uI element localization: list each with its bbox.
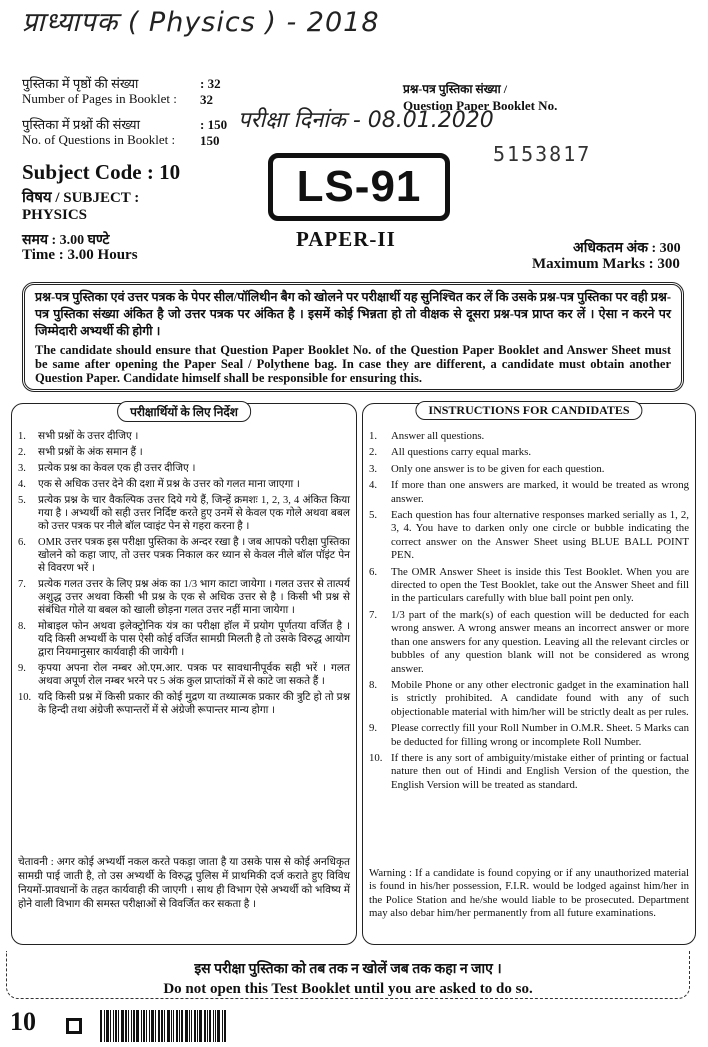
barcode-stripe: [110, 1010, 111, 1042]
paper-title: PAPER-II: [296, 227, 396, 251]
instruction-number: 7.: [18, 579, 26, 590]
booklet-number: 5153817: [493, 142, 592, 166]
instruction-number: 8.: [18, 621, 26, 632]
instruction-text: Only one answer is to be given for each question.: [391, 462, 605, 475]
instruction-item: [369, 479, 689, 506]
hindi-instructions-title: परीक्षार्थियों के लिए निर्देश: [117, 401, 251, 422]
instruction-text: यदि किसी प्रश्न में किसी प्रकार की कोई मुद्रण या तथ्यात्मक प्रकार की त्रुटि हो तो प्रश्न के हिन्दी तथा अंग्रेजी रूपान्तरों में से अंग्रेजी रूपान्तर मान्य होगा ।: [38, 692, 350, 716]
instruction-number: 6.: [18, 537, 26, 548]
instruction-number: 5.: [369, 509, 378, 522]
questions-label-hi: पुस्तिका में प्रश्नों की संख्या: [22, 117, 140, 132]
pages-count: [22, 76, 252, 106]
instruction-text: कृपया अपना रोल नम्बर ओ.एम.आर. पत्रक पर सावधानीपूर्वक सही भरें । गलत अथवा अपूर्ण रोल नम्बर भरने पर 5 अंक कुल प्राप्तांकों में से काटे जा सकते हैं ।: [38, 663, 350, 687]
instruction-number: 4.: [369, 479, 378, 492]
barcode-stripe: [224, 1010, 226, 1042]
instruction-text: 1/3 part of the mark(s) of each question will be deducted for each wrong answer. A wrong answer means an incorrect answer or more than one answers for any question. Leaving all the relevant circles or bubbles of any question blank will not be considered as wrong answer.: [391, 608, 689, 675]
max-marks-en: Maximum Marks : 300: [532, 256, 680, 272]
instruction-number: 7.: [369, 608, 378, 621]
series-code-box: LS-91: [268, 153, 450, 221]
subject-label: विषय / SUBJECT :: [22, 190, 140, 206]
barcode-stripe: [121, 1010, 124, 1042]
barcode-stripe: [167, 1010, 170, 1042]
barcode-stripe: [185, 1010, 188, 1042]
barcode-stripe: [100, 1010, 102, 1042]
barcode-stripe: [179, 1010, 180, 1042]
barcode-stripe: [181, 1010, 183, 1042]
instruction-number: 3.: [18, 463, 26, 474]
barcode-stripe: [213, 1010, 214, 1042]
instruction-text: सभी प्रश्नों के उत्तर दीजिए ।: [38, 431, 139, 442]
barcode-stripe: [173, 1010, 174, 1042]
barcode-stripe: [106, 1010, 109, 1042]
instruction-item: [369, 566, 689, 606]
instruction-text: If there is any sort of ambiguity/mistake either of printing or factual nature then out of Hindi and English Version of the question, the English Version will be treated as standard.: [391, 751, 689, 791]
instruction-item: [18, 462, 350, 475]
instruction-text: प्रत्येक गलत उत्तर के लिए प्रश्न अंक का 1/3 भाग काटा जायेगा । गलत उत्तर से तात्पर्य अशुद्ध उत्तर अथवा किसी भी प्रश्न के एक से अधिक उत्तर से है । किसी भी प्रश्न से संबंधित गोले या बबल को खाली छोड़ना गलत उत्तर नहीं माना जायेगा ।: [38, 579, 350, 616]
barcode-stripe: [197, 1010, 198, 1042]
instruction-text: प्रत्येक प्रश्न के चार वैकल्पिक उत्तर दिये गये हैं, जिन्हें क्रमशः 1, 2, 3, 4 अंकित किया गया है । अभ्यर्थी को सही उत्तर निर्दिष्ट करते हुए उनमें से केवल एक गोले अथवा बबल को उत्तर पत्रक पर नीले बॉल प्वाइंट पेन से गहरा करना है ।: [38, 495, 350, 532]
barcode-stripe: [141, 1010, 142, 1042]
instruction-item: [18, 620, 350, 659]
instruction-number: 10.: [369, 751, 383, 764]
instruction-text: Mobile Phone or any other electronic gadget in the examination hall is strictly prohibited. A candidate found with any of such objectionable material with him/her will be strictly dealt as per rules.: [391, 678, 689, 718]
time-hi: समय : 3.00 घण्टे: [22, 233, 110, 248]
instruction-number: 8.: [369, 678, 378, 691]
barcode-stripe: [164, 1010, 165, 1042]
barcode-stripe: [115, 1010, 117, 1042]
barcode-stripe: [151, 1010, 154, 1042]
do-not-open-hi: इस परीक्षा पुस्तिका को तब तक न खोलें जब तक कहा न जाए ।: [194, 962, 502, 977]
instruction-number: 2.: [18, 447, 26, 458]
barcode-stripe: [171, 1010, 172, 1042]
instruction-item: [18, 430, 350, 443]
page-number: 10: [10, 1007, 36, 1036]
instruction-number: 3.: [369, 462, 378, 475]
registration-square-mark: [66, 1018, 82, 1034]
time-en: Time : 3.00 Hours: [22, 247, 138, 263]
instruction-text: एक से अधिक उत्तर देने की दशा में प्रश्न के उत्तर को गलत माना जाएगा ।: [38, 479, 300, 490]
pages-label-hi: पुस्तिका में पृष्ठों की संख्या: [22, 76, 139, 91]
barcode-stripe: [217, 1010, 220, 1042]
handwritten-exam-date: परीक्षा दिनांक - 08.01.2020: [238, 108, 494, 133]
barcode-stripe: [146, 1010, 147, 1042]
english-instructions-panel: [362, 403, 696, 945]
hindi-instructions-panel: [11, 403, 357, 945]
english-instructions-list: [369, 430, 689, 795]
barcode-stripe: [133, 1010, 135, 1042]
barcode-stripe: [113, 1010, 114, 1042]
barcode-stripe: [131, 1010, 132, 1042]
english-instructions-title: INSTRUCTIONS FOR CANDIDATES: [415, 401, 642, 420]
booklet-no-label-hi: प्रश्न-पत्र पुस्तिका संख्या /: [403, 82, 508, 96]
questions-label-en: No. of Questions in Booklet :: [22, 132, 176, 147]
instruction-text: सभी प्रश्नों के अंक समान हैं ।: [38, 447, 143, 458]
seal-notice: [22, 282, 684, 392]
barcode-stripe: [149, 1010, 150, 1042]
instruction-text: If more than one answers are marked, it would be treated as wrong answer.: [391, 479, 689, 505]
instruction-item: [18, 494, 350, 533]
barcode-stripe: [189, 1010, 190, 1042]
instruction-item: [369, 446, 689, 459]
instruction-item: [369, 463, 689, 476]
instruction-number: 4.: [18, 479, 26, 490]
seal-notice-hi: प्रश्न-पत्र पुस्तिका एवं उत्तर पत्रक के पेपर सील/पॉलिथीन बैग को खोलने पर परीक्षार्थी यह सुनिश्चित कर लें कि उसके प्रश्न-पत्र पुस्तिका पर वही प्रश्न-पत्र पुस्तिका संख्या अंकित है जो उत्तर पत्रक पर अंकित है । इसमें कोई भिन्नता हो तो वीक्षक से दूसरा प्रश्न-पत्र प्राप्त कर लें । ऐसा न करने पर जिम्मेदारी अभ्यर्थी की होगी ।: [35, 290, 671, 338]
barcode-stripe: [176, 1010, 178, 1042]
questions-value-hi: : 150: [200, 117, 228, 132]
instruction-text: Each question has four alternative responses marked serially as 1, 2, 3, 4. You have to darken only one circle or bubble indicating the correct answer on the Answer Sheet using BLUE BALL POINT PEN.: [391, 509, 689, 562]
instruction-text: मोबाइल फोन अथवा इलेक्ट्रोनिक यंत्र का परीक्षा हॉल में प्रयोग पूर्णतया वर्जित है । यदि किसी अभ्यर्थी के पास ऐसी कोई वर्जित सामग्री मिलती है तो उसके विरुद्ध आयोग द्वारा नियमानुसार कार्यवाही की जायेगी ।: [38, 621, 350, 658]
instruction-text: OMR उत्तर पत्रक इस परीक्षा पुस्तिका के अन्दर रखा है । जब आपको परीक्षा पुस्तिका खोलने को कहा जाए, तो उत्तर पत्रक निकाल कर ध्यान से केवल नीले बॉल पॉइंट पेन से विवरण भरें ।: [38, 537, 350, 574]
barcode-stripe: [155, 1010, 156, 1042]
instruction-item: [369, 752, 689, 792]
instruction-text: All questions carry equal marks.: [391, 446, 532, 459]
questions-count: [22, 117, 252, 147]
instruction-text: प्रत्येक प्रश्न का केवल एक ही उत्तर दीजिए ।: [38, 463, 196, 474]
barcode-stripe: [222, 1010, 223, 1042]
barcode-stripe: [199, 1010, 202, 1042]
barcode-stripe: [136, 1010, 139, 1042]
pages-label-en: Number of Pages in Booklet :: [22, 91, 177, 106]
instruction-item: [18, 578, 350, 617]
barcode-stripe: [161, 1010, 163, 1042]
instruction-item: [369, 609, 689, 676]
subject-name: PHYSICS: [22, 207, 88, 223]
booklet-no-label-en: Question Paper Booklet No.: [403, 98, 558, 113]
instruction-text: The OMR Answer Sheet is inside this Test Booklet. When you are directed to open the Test Booklet, take out the Answer Sheet and fill in the particulars carefully with blue ball point pen only.: [391, 565, 689, 605]
barcode-stripe: [143, 1010, 145, 1042]
max-marks-hi: अधिकतम अंक : 300: [573, 241, 681, 256]
instruction-item: [18, 536, 350, 575]
instruction-item: [18, 691, 350, 717]
barcode-stripe: [191, 1010, 192, 1042]
instruction-number: 9.: [369, 722, 378, 735]
hindi-warning: चेतावनी : अगर कोई अभ्यर्थी नकल करते पकड़ा जाता है या उसके पास से कोई अनधिकृत सामग्री पाई जाती है, तो उस अभ्यर्थी के विरुद्ध पुलिस में प्राथमिकी दर्ज कराते हुए विविध नियमों-प्रावधानों के तहत कार्यवाही की जाएगी । साथ ही विभाग ऐसे अभ्यर्थी को भविष्य में होने वाली विभाग की समस्त परीक्षाओं से विवर्जित कर सकता है ।: [18, 857, 350, 910]
instruction-item: [18, 446, 350, 459]
instruction-number: 1.: [369, 430, 378, 442]
instruction-text: Please correctly fill your Roll Number in O.M.R. Sheet. 5 Marks can be deducted for filling wrong or incomplete Roll Number.: [391, 722, 689, 748]
instruction-number: 1.: [18, 431, 26, 442]
instruction-number: 9.: [18, 663, 26, 674]
barcode-stripe: [158, 1010, 160, 1042]
barcode-stripe: [215, 1010, 216, 1042]
seal-notice-en: The candidate should ensure that Question Paper Booklet No. of the Question Paper Booklet and Answer Sheet must be same after opening the Paper Seal / Polythene bag. In case they are different, a candidate must obtain another Question Paper. Candidate himself shall be responsible for ensuring this.: [35, 343, 671, 385]
barcode-stripe: [209, 1010, 211, 1042]
barcode-stripe: [125, 1010, 127, 1042]
questions-value: 150: [200, 133, 220, 148]
do-not-open-en: Do not open this Test Booklet until you are asked to do so.: [163, 981, 533, 997]
barcode-stripe: [194, 1010, 196, 1042]
handwritten-post-title: प्राध्यापक ( Physics ) - 2018: [22, 7, 380, 38]
barcode-stripe: [207, 1010, 208, 1042]
pages-value: 32: [200, 92, 213, 107]
barcode-stripe: [128, 1010, 129, 1042]
barcode-stripe: [204, 1010, 206, 1042]
instruction-item: [369, 509, 689, 563]
barcode-stripe: [118, 1010, 119, 1042]
barcode: [100, 1010, 250, 1042]
instruction-item: [18, 662, 350, 688]
instruction-number: 2.: [369, 446, 378, 459]
instruction-item: [18, 478, 350, 491]
do-not-open-notice: [6, 951, 690, 999]
instruction-text: Answer all questions.: [391, 430, 485, 442]
subject-code: Subject Code : 10: [22, 160, 181, 184]
instruction-number: 10.: [18, 692, 32, 703]
instruction-item: [369, 679, 689, 719]
instruction-item: [369, 430, 689, 443]
barcode-stripe: [104, 1010, 105, 1042]
english-warning: Warning : If a candidate is found copying or if any unauthorized material is found in his/her possession, F.I.R. would be lodged against him/her in the Police Station and he/she would liable to be prosecuted. Department may also debar him/her permanently from all future examinations.: [369, 867, 689, 920]
instruction-number: 5.: [18, 495, 26, 506]
pages-value-hi: : 32: [200, 76, 221, 91]
instruction-number: 6.: [369, 565, 378, 578]
hindi-instructions-list: [18, 430, 350, 720]
instruction-item: [369, 722, 689, 749]
